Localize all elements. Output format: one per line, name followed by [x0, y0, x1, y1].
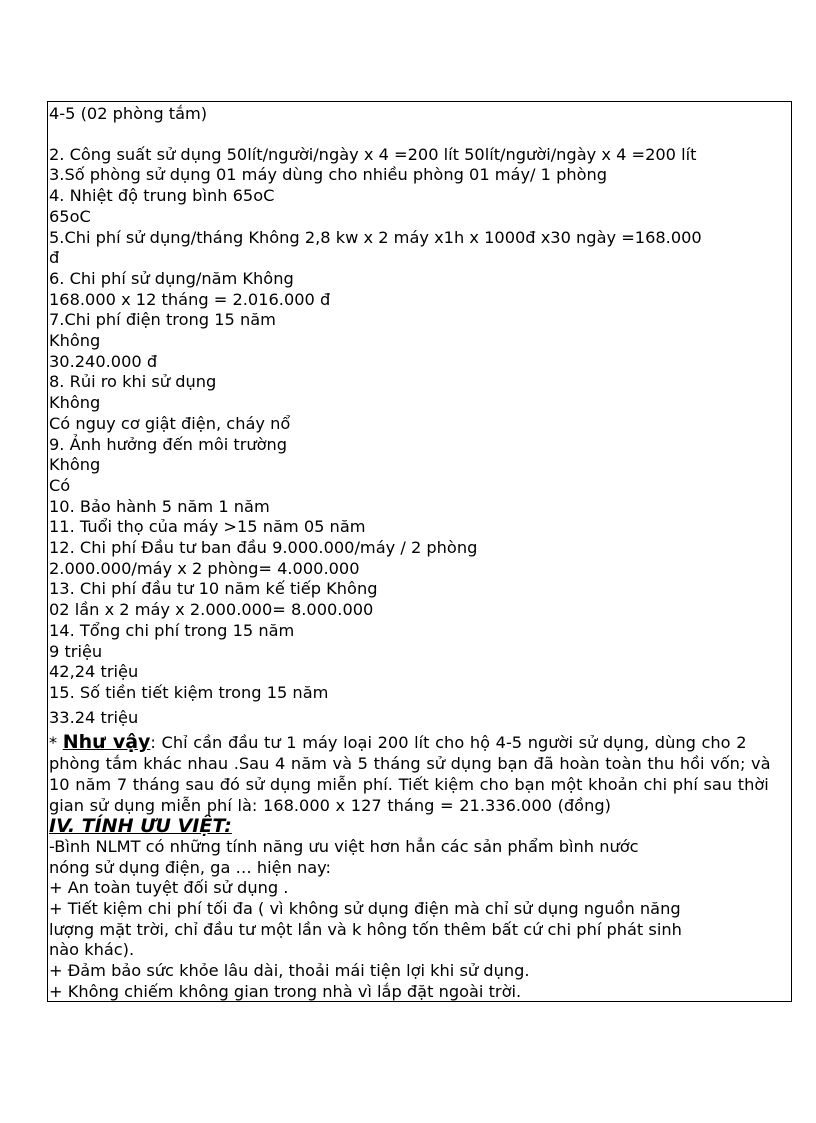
text-line: 9. Ảnh hưởng đến môi trường — [49, 434, 288, 454]
savings-total: 33.24 triệu — [49, 707, 139, 727]
text-line: 9 triệu — [49, 641, 103, 661]
text-line: Có nguy cơ giật điện, cháy nổ — [49, 413, 291, 433]
text-line: 10. Bảo hành 5 năm 1 năm — [49, 496, 270, 516]
summary-heading: Như vậy — [62, 731, 151, 754]
text-line: Có — [49, 475, 71, 495]
document-body — [49, 104, 791, 1003]
text-line: -Bình NLMT có những tính năng ưu việt hơn hẳn các sản phẩm bình nước — [49, 836, 639, 856]
text-line: + An toàn tuyệt đối sử dụng . — [49, 878, 289, 898]
text-line: 42,24 triệu — [49, 662, 139, 682]
text-line: 6. Chi phí sử dụng/năm Không — [49, 268, 294, 288]
text-line: 12. Chi phí Đầu tư ban đầu 9.000.000/máy / 2 phòng — [49, 538, 478, 558]
text-line: Không — [49, 331, 101, 351]
text-line: + Đảm bảo sức khỏe lâu dài, thoải mái tiện lợi khi sử dụng. — [49, 961, 530, 981]
text-line: nóng sử dụng điện, ga … hiện nay: — [49, 857, 332, 877]
text-line: 65oC — [49, 206, 91, 226]
text-line: 2. Công suất sử dụng 50lít/người/ngày x 4 =200 lít 50lít/người/ngày x 4 =200 lít — [49, 144, 697, 164]
text-line: nào khác). — [49, 940, 135, 960]
text-line: 11. Tuổi thọ của máy >15 năm 05 năm — [49, 517, 366, 537]
section-heading: IV. TÍNH ƯU VIỆT: — [49, 815, 232, 838]
blank-line — [49, 125, 791, 145]
text-line: 8. Rủi ro khi sử dụng — [49, 372, 217, 392]
text-line: + Không chiếm không gian trong nhà vì lắp đặt ngoài trời. — [49, 981, 522, 1001]
text-line: đ — [49, 248, 60, 268]
comparison-list — [49, 145, 791, 704]
summary-text: : Chỉ cần đầu tư 1 máy loại 200 lít cho hộ 4-5 người sử dụng, dùng cho 2 phòng tắm khác nhau .Sau 4 năm và 5 tháng sử dụng bạn đã hoàn toàn thu hồi vốn; và 10 năm 7 tháng sau đó sử dụng miễn phí. Tiết kiệm cho bạn một khoản chi phí sau thời gian sử dụng miễn phí là: 168.000 x 127 tháng = 21.336.000 (đồng) — [49, 733, 771, 815]
text-line: 5.Chi phí sử dụng/tháng Không 2,8 kw x 2 máy x1h x 1000đ x30 ngày =168.000 — [49, 227, 702, 247]
text-line: 14. Tổng chi phí trong 15 năm — [49, 620, 295, 640]
text-line: 7.Chi phí điện trong 15 năm — [49, 310, 276, 330]
summary-prefix: * — [49, 733, 63, 753]
text-line: 30.240.000 đ — [49, 351, 158, 371]
text-line: 168.000 x 12 tháng = 2.016.000 đ — [49, 289, 331, 309]
text-line: 2.000.000/máy x 2 phòng= 4.000.000 — [49, 558, 360, 578]
summary-paragraph — [49, 732, 791, 816]
text-line: 4. Nhiệt độ trung bình 65oC — [49, 186, 275, 206]
text-line: + Tiết kiệm chi phí tối đa ( vì không sử dụng điện mà chỉ sử dụng nguồn năng — [49, 899, 681, 919]
text-line: 15. Số tiền tiết kiệm trong 15 năm — [49, 682, 329, 702]
text-line: 3.Số phòng sử dụng 01 máy dùng cho nhiều phòng 01 máy/ 1 phòng — [49, 165, 608, 185]
text-line: 4-5 (02 phòng tắm) — [49, 104, 208, 123]
advantages-list — [49, 837, 791, 1003]
text-line: Không — [49, 393, 101, 413]
text-line: lượng mặt trời, chỉ đầu tư một lần và k hông tốn thêm bất cứ chi phí phát sinh — [49, 919, 682, 939]
text-line: 02 lần x 2 máy x 2.000.000= 8.000.000 — [49, 600, 374, 620]
text-line: 13. Chi phí đầu tư 10 năm kế tiếp Không — [49, 579, 378, 599]
text-line: Không — [49, 455, 101, 475]
